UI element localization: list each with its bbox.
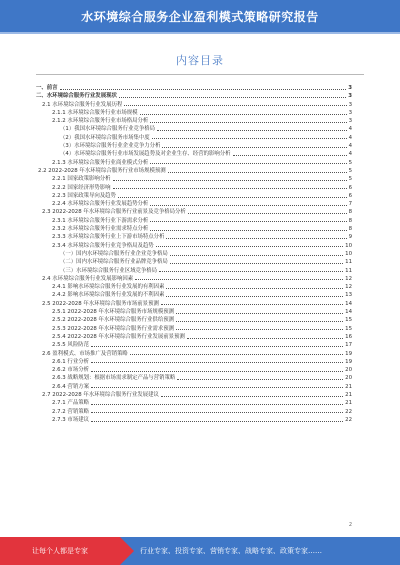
toc-entry[interactable] xyxy=(36,275,352,283)
toc-leader-dots xyxy=(150,221,346,222)
toc-entry-text: 2.6.3 战略规划：根据市场需求制定产品与营销策略 xyxy=(52,375,176,382)
toc-leader-dots xyxy=(159,271,343,272)
toc-leader-dots xyxy=(170,255,343,256)
toc-entry[interactable] xyxy=(36,109,352,117)
toc-entry-text: 2.7.3 市场建议 xyxy=(52,416,89,423)
toc-entry-page: 4 xyxy=(348,134,352,141)
report-header xyxy=(0,0,400,32)
toc-entry-page: 20 xyxy=(345,367,352,374)
toc-entry-page: 8 xyxy=(348,226,352,233)
toc-leader-dots xyxy=(91,404,343,405)
toc-entry-text: 2.5.5 风险防范 xyxy=(52,342,89,349)
page-number: 2 xyxy=(348,522,352,528)
toc-entry-page: 19 xyxy=(345,350,352,357)
toc-entry[interactable] xyxy=(36,225,352,233)
toc-entry-text: 2.1 水环境综合服务行业发展历程 xyxy=(42,101,123,108)
toc-entry-page: 4 xyxy=(348,143,352,150)
toc-entry-text: （三）水环境综合服务行业区域竞争格局 xyxy=(60,267,158,274)
toc-entry-page: 15 xyxy=(345,325,352,332)
toc-entry-page: 12 xyxy=(345,284,352,291)
toc-entry[interactable] xyxy=(36,350,352,358)
toc-entry-text: 2.2 2022-2028 年水环境综合服务行业市场规模预测 xyxy=(38,167,166,174)
toc-entry-text: 2.5.3 2022-2028 年水环境综合服务行业需求预测 xyxy=(52,325,174,332)
toc-entry[interactable] xyxy=(36,325,352,333)
toc-leader-dots xyxy=(157,130,346,131)
toc-entry-page: 3 xyxy=(348,101,352,108)
toc-entry[interactable] xyxy=(36,208,352,216)
toc-entry-text: 2.1.1 水环境综合服务行业市场规模 xyxy=(52,109,138,116)
toc-entry-page: 3 xyxy=(348,118,352,125)
toc-entry-page: 4 xyxy=(348,151,352,158)
toc-entry-page: 3 xyxy=(348,93,352,100)
toc-entry[interactable] xyxy=(36,416,352,424)
toc-entry-text: 2.6 盈利模式、市场推广及营销策略 xyxy=(42,350,128,357)
toc-entry[interactable] xyxy=(36,184,352,192)
toc-entry[interactable] xyxy=(36,92,352,100)
toc-leader-dots xyxy=(60,89,347,90)
toc-entry-page: 10 xyxy=(345,250,352,257)
toc-entry[interactable] xyxy=(36,150,352,158)
toc-leader-dots xyxy=(166,238,346,239)
toc-entry[interactable] xyxy=(36,374,352,382)
toc-entry-page: 7 xyxy=(348,201,352,208)
toc-leader-dots xyxy=(176,321,343,322)
toc-leader-dots xyxy=(118,197,347,198)
toc-entry-text: 2.7 2022-2028 年水环境综合服务行业发展建议 xyxy=(42,391,159,398)
toc-entry-page: 17 xyxy=(345,342,352,349)
toc-leader-dots xyxy=(150,163,346,164)
toc-entry-text: （一）国内水环境综合服务行业企业竞争格局 xyxy=(60,250,168,257)
toc-entry[interactable] xyxy=(36,358,352,366)
toc-entry-page: 20 xyxy=(345,375,352,382)
toc-leader-dots xyxy=(187,338,343,339)
report-title: 水环境综合服务企业盈利模式策略研究报告 xyxy=(81,9,319,24)
toc-entry-text: 二、水环境综合服务行业发展现状 xyxy=(36,93,117,100)
toc-heading: 内容目录 xyxy=(176,54,224,67)
toc-entry-page: 15 xyxy=(345,317,352,324)
toc-entry[interactable] xyxy=(36,101,352,109)
toc-entry-text: （4）水环境综合服务行业市场发展趋势及对企业生存、经营的影响分析 xyxy=(60,151,231,158)
toc-entry-text: 2.2.2 国家经济形势影响 xyxy=(52,184,111,191)
toc-leader-dots xyxy=(176,313,343,314)
footer-slogan-text: 让每个人都是专家 xyxy=(32,547,88,555)
toc-entry-page: 8 xyxy=(348,217,352,224)
toc-entry-text: 2.3 2022-2028 年水环境综合服务行业前景及竞争格局分析 xyxy=(42,209,186,216)
toc-leader-dots xyxy=(150,122,346,123)
toc-entry-text: 一、前言 xyxy=(36,85,58,91)
toc-leader-dots xyxy=(130,354,343,355)
toc-leader-dots xyxy=(91,346,343,347)
toc-entry-page: 14 xyxy=(345,309,352,316)
toc-entry[interactable] xyxy=(36,167,352,175)
toc-entry-text: 2.3.3 水环境综合服务行业上下游市场特点分析 xyxy=(52,234,165,241)
toc-leader-dots xyxy=(176,329,343,330)
toc-entry[interactable] xyxy=(36,217,352,225)
toc-leader-dots xyxy=(91,421,343,422)
toc-leader-dots xyxy=(168,172,347,173)
toc-entry[interactable] xyxy=(36,125,352,133)
toc-entry-text: 2.4.2 影响水环境综合服务行业发展的不利因素 xyxy=(52,292,165,299)
toc-leader-dots xyxy=(177,379,343,380)
toc-entry-page: 13 xyxy=(345,292,352,299)
toc-entry[interactable] xyxy=(36,192,352,200)
toc-leader-dots xyxy=(161,396,343,397)
toc-entry[interactable] xyxy=(36,242,352,250)
toc-entry[interactable] xyxy=(36,258,352,266)
toc-entry[interactable] xyxy=(36,333,352,341)
toc-leader-dots xyxy=(119,97,346,98)
toc-entry-text: 2.5 2022-2028 年水环境综合服务市场前景预测 xyxy=(42,300,159,307)
toc-entry[interactable] xyxy=(36,383,352,391)
toc-entry-page: 11 xyxy=(345,259,352,266)
toc-entry-text: （1）我国水环境综合服务行业竞争格局 xyxy=(60,126,156,133)
toc-entry-text: 2.3.2 水环境综合服务行业需求特点分析 xyxy=(52,226,149,233)
toc-leader-dots xyxy=(135,279,343,280)
toc-entry-text: 2.5.4 2022-2028 年水环境综合服务行业发展前景预测 xyxy=(52,333,185,340)
toc-leader-dots xyxy=(152,138,347,139)
toc-leader-dots xyxy=(113,180,347,181)
toc-entry-page: 8 xyxy=(348,209,352,216)
toc-entry-text: 2.2.4 水环境综合服务行业发展趋势分析 xyxy=(52,201,149,208)
toc-heading-divider xyxy=(36,74,364,75)
toc-entry[interactable] xyxy=(36,267,352,275)
toc-entry-page: 5 xyxy=(348,167,352,174)
toc-entry-text: 2.1.3 水环境综合服务行业商业模式分析 xyxy=(52,159,149,166)
toc-entry-text: （2）我国水环境综合服务市场集中度 xyxy=(60,134,150,141)
toc-entry-text: 2.5.2 2022-2028 年水环境综合服务行业供给预测 xyxy=(52,317,174,324)
toc-entry[interactable] xyxy=(36,142,352,150)
toc-entry[interactable] xyxy=(36,117,352,125)
toc-leader-dots xyxy=(91,362,343,363)
toc-leader-dots xyxy=(140,114,347,115)
toc-entry-page: 6 xyxy=(348,192,352,199)
toc-leader-dots xyxy=(150,205,346,206)
toc-entry[interactable] xyxy=(36,399,352,407)
toc-entry-text: 2.3.4 水环境综合服务行业竞争格局及趋势 xyxy=(52,242,154,249)
toc-entry[interactable] xyxy=(36,134,352,142)
toc-entry[interactable] xyxy=(36,316,352,324)
toc-entry-text: 2.6.4 营销方案 xyxy=(52,383,89,390)
toc-entry-text: （二）国内水环境综合服务行业品牌竞争格局 xyxy=(60,259,168,266)
toc-leader-dots xyxy=(124,105,346,106)
toc-entry-page: 3 xyxy=(348,85,352,91)
toc-leader-dots xyxy=(113,188,347,189)
toc-leader-dots xyxy=(91,387,343,388)
footer-slogan xyxy=(0,537,120,565)
toc-entry[interactable] xyxy=(36,200,352,208)
toc-entry-page: 5 xyxy=(348,176,352,183)
toc-entry-page: 22 xyxy=(345,408,352,415)
toc-leader-dots xyxy=(162,147,346,148)
toc-entry[interactable] xyxy=(36,250,352,258)
toc-entry[interactable] xyxy=(36,291,352,299)
toc-leader-dots xyxy=(166,288,343,289)
toc-entry[interactable] xyxy=(36,175,352,183)
toc-leader-dots xyxy=(150,230,346,231)
toc-entry-page: 21 xyxy=(345,391,352,398)
toc-entry-text: 2.7.2 营销策略 xyxy=(52,408,89,415)
toc-leader-dots xyxy=(166,296,343,297)
toc-entry-page: 4 xyxy=(348,126,352,133)
toc-entry-page: 3 xyxy=(348,109,352,116)
toc-entry[interactable] xyxy=(36,408,352,416)
toc-entry[interactable] xyxy=(36,300,352,308)
toc-entry-text: 2.2.1 国家政策影响分析 xyxy=(52,176,111,183)
toc-entry[interactable] xyxy=(36,84,352,92)
toc-entry-text: 2.1.2 水环境综合服务行业市场格局分析 xyxy=(52,118,149,125)
table-of-contents xyxy=(36,84,352,424)
toc-entry[interactable] xyxy=(36,366,352,374)
toc-entry-page: 10 xyxy=(345,242,352,249)
toc-entry-page: 14 xyxy=(345,300,352,307)
toc-entry-page: 22 xyxy=(345,416,352,423)
toc-leader-dots xyxy=(91,412,343,413)
toc-entry-page: 11 xyxy=(345,267,352,274)
footer-expert-list: 行业专家、投资专家、营销专家、战略专家、政策专家…… xyxy=(140,547,322,555)
toc-entry-page: 9 xyxy=(348,234,352,241)
toc-entry-text: 2.2.3 国家政策导向及趋势 xyxy=(52,192,116,199)
toc-entry-text: 2.4.1 影响水环境综合服务行业发展的有利因素 xyxy=(52,284,165,291)
toc-entry-page: 12 xyxy=(345,275,352,282)
toc-entry-text: 2.7.1 产品策略 xyxy=(52,400,89,407)
toc-entry[interactable] xyxy=(36,341,352,349)
toc-leader-dots xyxy=(233,155,347,156)
toc-entry[interactable] xyxy=(36,233,352,241)
header-divider xyxy=(0,32,400,34)
toc-entry-page: 19 xyxy=(345,358,352,365)
toc-entry-page: 21 xyxy=(345,383,352,390)
toc-entry[interactable] xyxy=(36,283,352,291)
toc-leader-dots xyxy=(91,371,343,372)
toc-entry-page: 5 xyxy=(348,159,352,166)
toc-entry-text: 2.6.2 市场分析 xyxy=(52,367,89,374)
toc-leader-dots xyxy=(161,304,343,305)
toc-entry-text: 2.4 水环境综合服务行业发展影响因素 xyxy=(42,275,134,282)
toc-entry[interactable] xyxy=(36,391,352,399)
toc-entry-text: 2.6.1 行业分析 xyxy=(52,358,89,365)
toc-entry-page: 6 xyxy=(348,184,352,191)
toc-entry-text: 2.5.1 2022-2028 年水环境综合服务市场规模预测 xyxy=(52,309,174,316)
toc-leader-dots xyxy=(156,246,343,247)
toc-entry-text: （3）水环境综合服务行业企业竞争力分析 xyxy=(60,143,161,150)
toc-leader-dots xyxy=(170,263,343,264)
toc-entry[interactable] xyxy=(36,159,352,167)
toc-entry-page: 21 xyxy=(345,400,352,407)
toc-entry-page: 16 xyxy=(345,333,352,340)
toc-entry-text: 2.3.1 水环境综合服务行业下游需求分析 xyxy=(52,217,149,224)
toc-entry[interactable] xyxy=(36,308,352,316)
toc-leader-dots xyxy=(188,213,347,214)
